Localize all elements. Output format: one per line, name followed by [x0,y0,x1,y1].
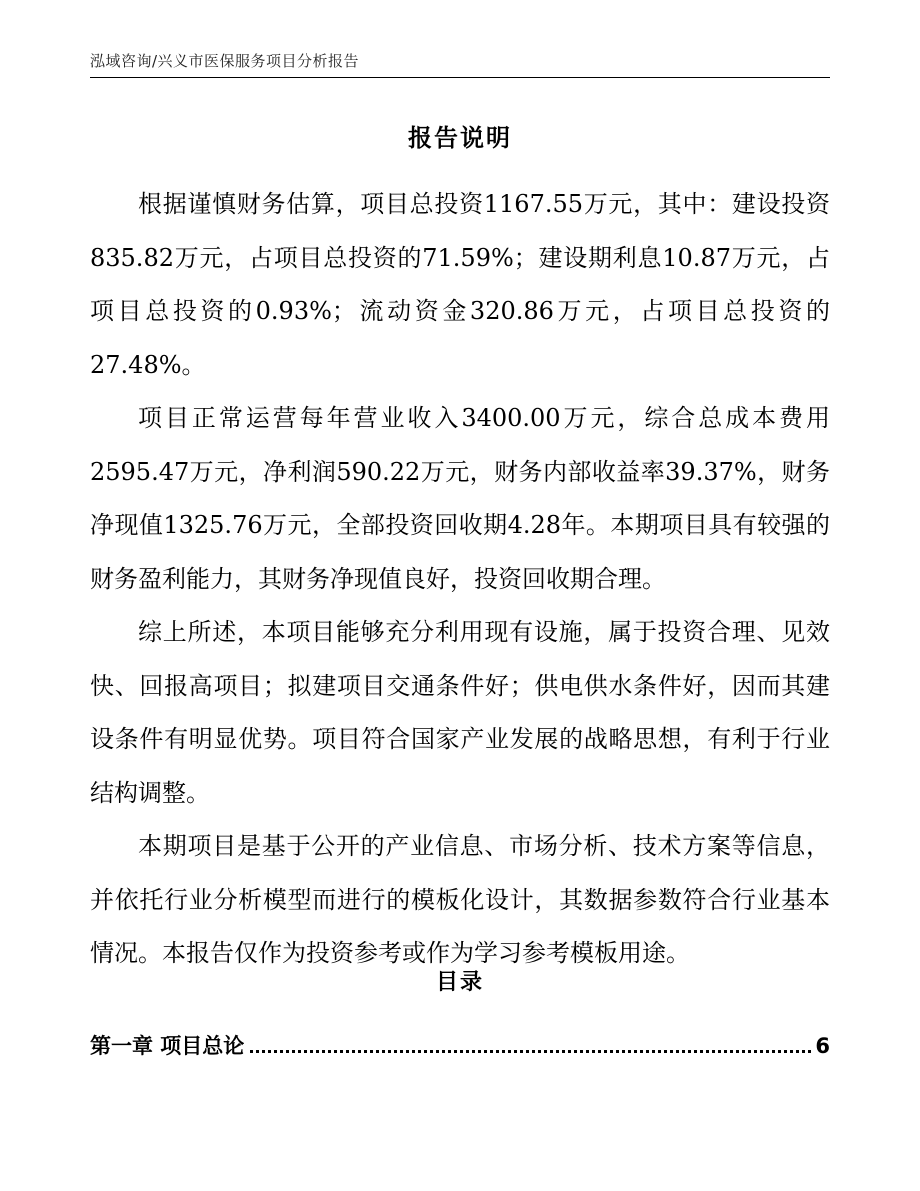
page-title: 报告说明 [408,124,512,152]
toc-entry-label: 第一章 项目总论 [90,1034,245,1058]
paragraph-disclaimer: 本期项目是基于公开的产业信息、市场分析、技术方案等信息，并依托行业分析模型而进行的模板化设计，其数据参数符合行业基本情况。本报告仅作为投资参考或作为学习参考模板用途。 [90,832,830,967]
paragraph-investment: 根据谨慎财务估算，项目总投资1167.55万元，其中：建设投资835.82万元，占项目总投资的71.59%；建设期利息10.87万元，占项目总投资的0.93%；流动资金320.86万元，占项目总投资的27.48%。 [90,190,830,379]
running-header: 泓域咨询/兴义市医保服务项目分析报告 [90,52,360,70]
toc-entry[interactable] [90,1030,830,1060]
toc-heading: 目录 [435,970,484,995]
paragraph-summary: 综上所述，本项目能够充分利用现有设施，属于投资合理、见效快、回报高项目；拟建项目交通条件好；供电供水条件好，因而其建设条件有明显优势。项目符合国家产业发展的战略思想，有利于行业结构调整。 [90,618,830,807]
paragraph-operations: 项目正常运营每年营业收入3400.00万元，综合总成本费用2595.47万元，净利润590.22万元，财务内部收益率39.37%，财务净现值1325.76万元，全部投资回收期4.28年。本期项目具有较强的财务盈利能力，其财务净现值良好，投资回收期合理。 [90,404,830,593]
report-body [90,178,830,981]
toc-entry-page: 6 [815,1034,830,1058]
toc-dot-leader [250,1050,811,1053]
header-divider [90,77,830,78]
